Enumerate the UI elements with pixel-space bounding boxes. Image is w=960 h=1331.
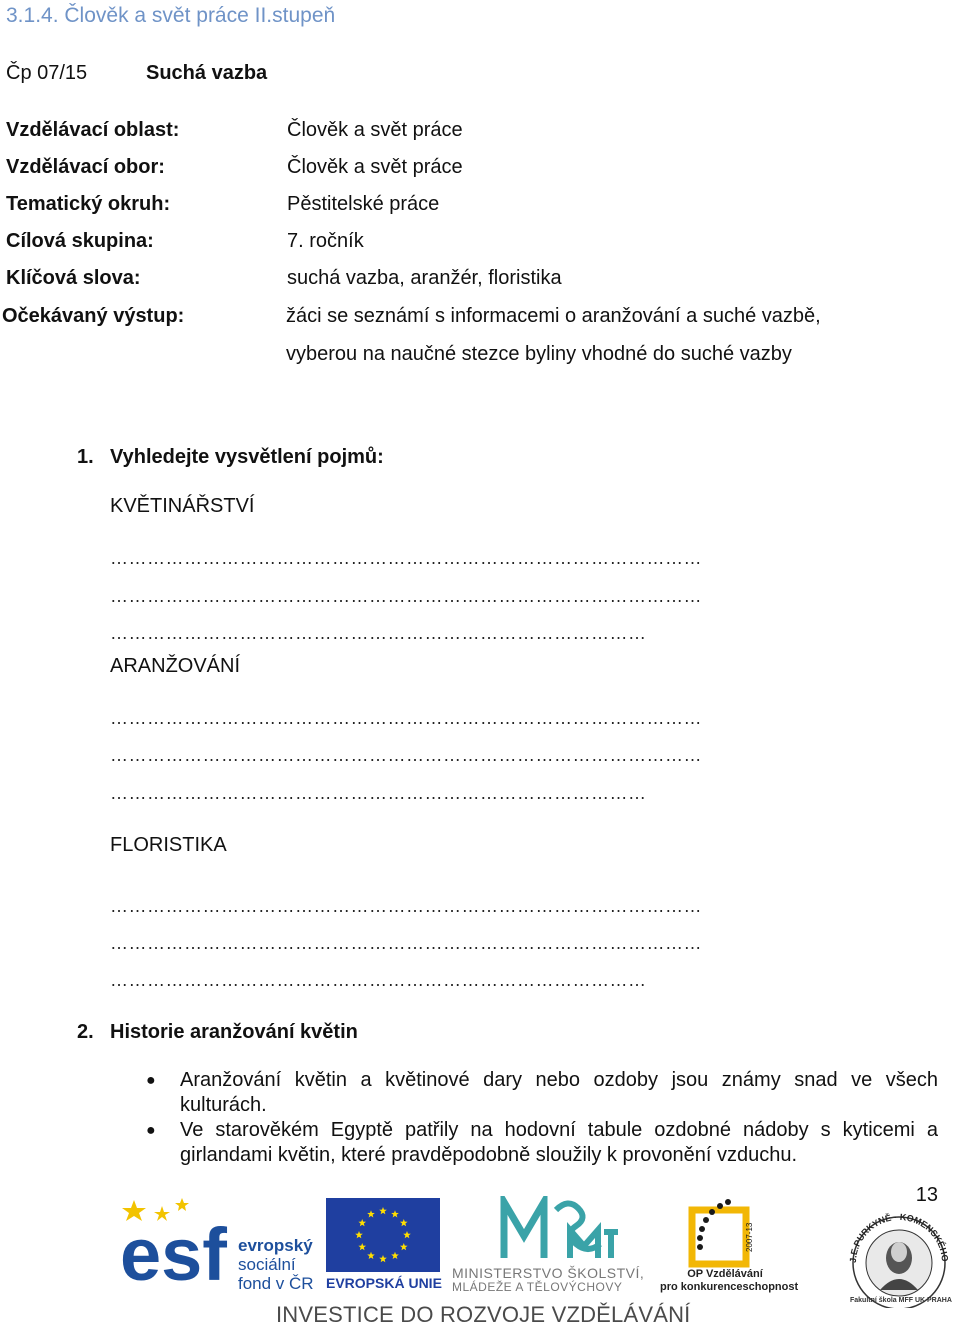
task1-title: Vyhledejte vysvětlení pojmů: bbox=[110, 446, 384, 468]
esf-text-line: fond v ČR bbox=[238, 1274, 314, 1293]
meta-value-target-group: 7. ročník bbox=[287, 230, 364, 252]
esf-logo-text bbox=[238, 1236, 314, 1293]
bullet-text: Aranžování květin a květinové dary nebo ozdoby jsou známy snad ve všech kulturách. bbox=[180, 1069, 938, 1116]
bullet-item bbox=[146, 1068, 938, 1118]
answer-line: …………………………………………………………………………… bbox=[110, 970, 647, 990]
msmt-text-line: MLÁDEŽE A TĚLOVÝCHOVY bbox=[452, 1280, 623, 1294]
esf-logo bbox=[120, 1196, 320, 1292]
answer-line: …………………………………………………………………………… bbox=[110, 623, 647, 643]
task2-number: 2. bbox=[77, 1021, 94, 1043]
op-text bbox=[660, 1268, 799, 1294]
answer-line: …………………………………………………………………………………… bbox=[110, 586, 702, 606]
meta-label-outcome bbox=[2, 305, 184, 328]
meta-value-area: Člověk a svět práce bbox=[287, 119, 463, 141]
school-seal-logo bbox=[844, 1208, 954, 1308]
op-logo bbox=[660, 1196, 799, 1296]
meta-value-field: Člověk a svět práce bbox=[287, 156, 463, 178]
answer-line: …………………………………………………………………………………… bbox=[110, 548, 702, 568]
meta-label-keywords: Klíčová slova: bbox=[6, 267, 141, 289]
answer-line: …………………………………………………………………………………… bbox=[110, 933, 702, 953]
meta-value-outcome-line2: vyberou na naučné stezce byliny vhodné do suché vazby bbox=[286, 343, 792, 365]
meta-value-outcome: žáci se seznámí s informacemi o aranžování a suché vazbě, bbox=[286, 305, 821, 327]
answer-line: …………………………………………………………………………………… bbox=[110, 708, 702, 728]
meta-value-keywords: suchá vazba, aranžér, floristika bbox=[287, 267, 562, 289]
msmt-logo bbox=[452, 1196, 652, 1296]
op-years: 2007-13 bbox=[745, 1222, 754, 1252]
op-text-line: OP Vzdělávání bbox=[687, 1268, 763, 1280]
meta-label-target-group: Cílová skupina: bbox=[6, 230, 154, 252]
seal-ring-text: J.E.PURKYNĚ · KOMENSKÉHO bbox=[847, 1211, 951, 1264]
esf-text-line: sociální bbox=[238, 1255, 296, 1274]
eu-text: EVROPSKÁ UNIE bbox=[326, 1275, 442, 1291]
bullet-item bbox=[146, 1118, 938, 1168]
answer-line: …………………………………………………………………………… bbox=[110, 783, 647, 803]
bullet-text: Ve starověkém Egyptě patřily na hodovní tabule ozdobné nádoby s kyticemi a girlandami květin, které pravděpodobně sloužily k provonění vzduchu. bbox=[180, 1119, 938, 1166]
meta-label-outcome-text: Očekávaný výstup: bbox=[2, 305, 185, 327]
footer-slogan: INVESTICE DO ROZVOJE VZDĚLÁVÁNÍ bbox=[276, 1302, 691, 1327]
page-number: 13 bbox=[915, 1184, 938, 1206]
eu-flag-icon bbox=[326, 1198, 440, 1272]
term-kvetinarstvi: KVĚTINÁŘSTVÍ bbox=[110, 495, 255, 517]
meta-label-area: Vzdělávací oblast: bbox=[6, 119, 180, 141]
svg-text:esf: esf bbox=[120, 1213, 227, 1292]
school-seal-icon bbox=[844, 1208, 954, 1308]
term-aranzovani: ARANŽOVÁNÍ bbox=[110, 655, 241, 677]
msmt-text-line: MINISTERSTVO ŠKOLSTVÍ, bbox=[452, 1265, 645, 1281]
answer-line: …………………………………………………………………………………… bbox=[110, 896, 702, 916]
term-floristika: FLORISTIKA bbox=[110, 834, 227, 856]
msmt-text bbox=[452, 1266, 644, 1294]
task2-title: Historie aranžování květin bbox=[110, 1021, 358, 1043]
lesson-code: Čp 07/15 bbox=[6, 62, 88, 84]
meta-label-topic: Tematický okruh: bbox=[6, 193, 171, 215]
meta-label-field: Vzdělávací obor: bbox=[6, 156, 165, 178]
eu-logo bbox=[326, 1198, 440, 1294]
lesson-title: Suchá vazba bbox=[146, 62, 268, 84]
bullet-list bbox=[146, 1068, 938, 1168]
seal-caption: Fakultní škola MFF UK PRAHA bbox=[850, 1297, 952, 1304]
meta-value-topic: Pěstitelské práce bbox=[287, 193, 440, 215]
msmt-emblem-icon bbox=[500, 1196, 620, 1262]
bullet-icon: ● bbox=[146, 1072, 156, 1089]
task1-number: 1. bbox=[77, 446, 94, 468]
esf-text-line: evropský bbox=[238, 1236, 313, 1255]
section-title: 3.1.4. Člověk a svět práce II.stupeň bbox=[6, 4, 336, 27]
answer-line: …………………………………………………………………………………… bbox=[110, 745, 702, 765]
op-text-line: pro konkurenceschopnost bbox=[660, 1281, 799, 1293]
bullet-icon: ● bbox=[146, 1122, 156, 1139]
op-emblem-icon bbox=[670, 1196, 780, 1268]
